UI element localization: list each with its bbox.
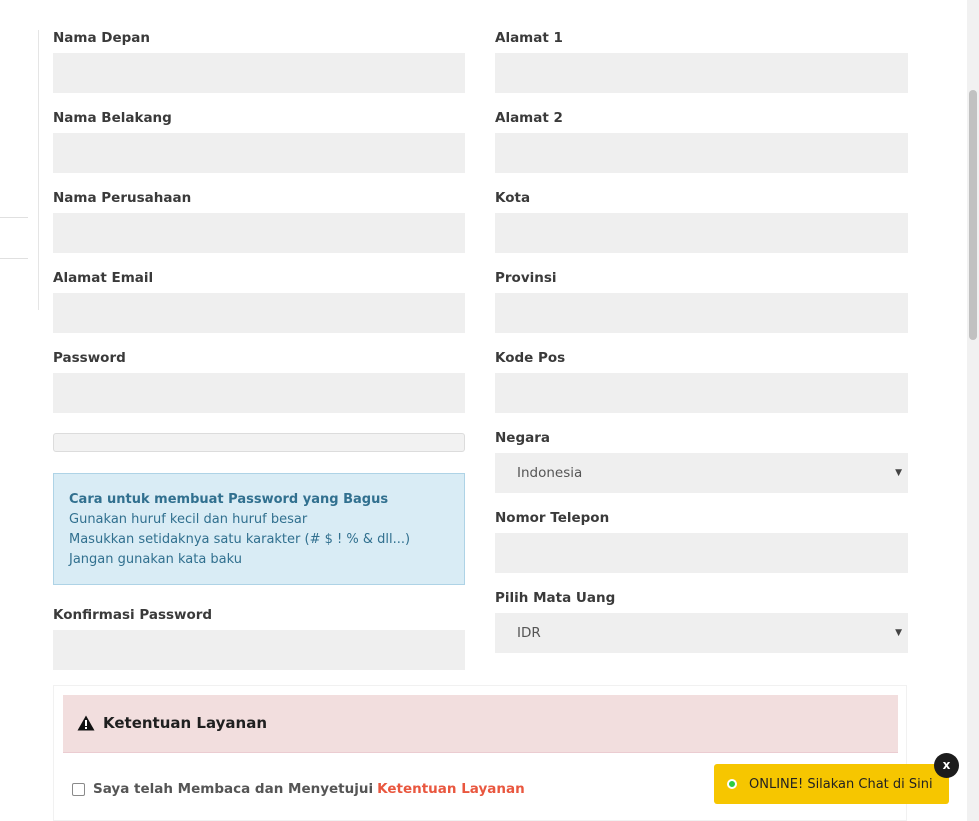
- scrollbar-thumb[interactable]: [969, 90, 977, 340]
- password-tip: Masukkan setidaknya satu karakter (# $ ! % & dll...): [69, 532, 411, 547]
- terms-link[interactable]: Ketentuan Layanan: [377, 781, 525, 797]
- password-input[interactable]: [53, 373, 465, 413]
- company-label: Nama Perusahaan: [53, 190, 192, 206]
- last-name-label: Nama Belakang: [53, 110, 172, 126]
- terms-title: Ketentuan Layanan: [103, 714, 268, 732]
- confirm-password-input[interactable]: [53, 630, 465, 670]
- city-input[interactable]: [495, 213, 908, 253]
- terms-checkbox[interactable]: [72, 783, 85, 796]
- province-label: Provinsi: [495, 270, 557, 286]
- currency-label: Pilih Mata Uang: [495, 590, 616, 606]
- online-status-icon: [727, 779, 737, 789]
- password-tips-box: [53, 473, 465, 585]
- chat-close-button[interactable]: x: [934, 753, 959, 778]
- province-input[interactable]: [495, 293, 908, 333]
- address1-input[interactable]: [495, 53, 908, 93]
- confirm-password-label: Konfirmasi Password: [53, 607, 213, 623]
- password-tip: Jangan gunakan kata baku: [69, 552, 243, 567]
- country-select-value: Indonesia: [517, 465, 583, 481]
- divider: [0, 217, 28, 218]
- currency-select-value: IDR: [517, 625, 541, 641]
- address1-label: Alamat 1: [495, 30, 563, 46]
- address2-label: Alamat 2: [495, 110, 563, 126]
- password-label: Password: [53, 350, 126, 366]
- first-name-input[interactable]: [53, 53, 465, 93]
- email-input[interactable]: [53, 293, 465, 333]
- country-label: Negara: [495, 430, 550, 446]
- email-label: Alamat Email: [53, 270, 154, 286]
- terms-header: [63, 695, 898, 753]
- last-name-input[interactable]: [53, 133, 465, 173]
- phone-input[interactable]: [495, 533, 908, 573]
- left-side-panel: [0, 30, 39, 310]
- password-strength-bar: [53, 433, 465, 452]
- company-input[interactable]: [53, 213, 465, 253]
- chevron-down-icon: ▼: [895, 468, 902, 478]
- page-scrollbar[interactable]: [967, 0, 979, 821]
- first-name-label: Nama Depan: [53, 30, 151, 46]
- postcode-label: Kode Pos: [495, 350, 566, 366]
- terms-agree-text: Saya telah Membaca dan Menyetujui: [93, 781, 374, 797]
- chat-label: ONLINE! Silakan Chat di Sini: [749, 776, 933, 792]
- warning-icon: [77, 715, 95, 731]
- city-label: Kota: [495, 190, 531, 206]
- divider: [0, 258, 28, 259]
- address2-input[interactable]: [495, 133, 908, 173]
- phone-label: Nomor Telepon: [495, 510, 610, 526]
- chevron-down-icon: ▼: [895, 628, 902, 638]
- country-select[interactable]: [495, 453, 908, 493]
- postcode-input[interactable]: [495, 373, 908, 413]
- chat-widget-button[interactable]: [714, 764, 949, 804]
- password-tip: Gunakan huruf kecil dan huruf besar: [69, 512, 308, 527]
- terms-agreement: [72, 781, 525, 797]
- password-tips-title: Cara untuk membuat Password yang Bagus: [69, 492, 389, 507]
- currency-select[interactable]: [495, 613, 908, 653]
